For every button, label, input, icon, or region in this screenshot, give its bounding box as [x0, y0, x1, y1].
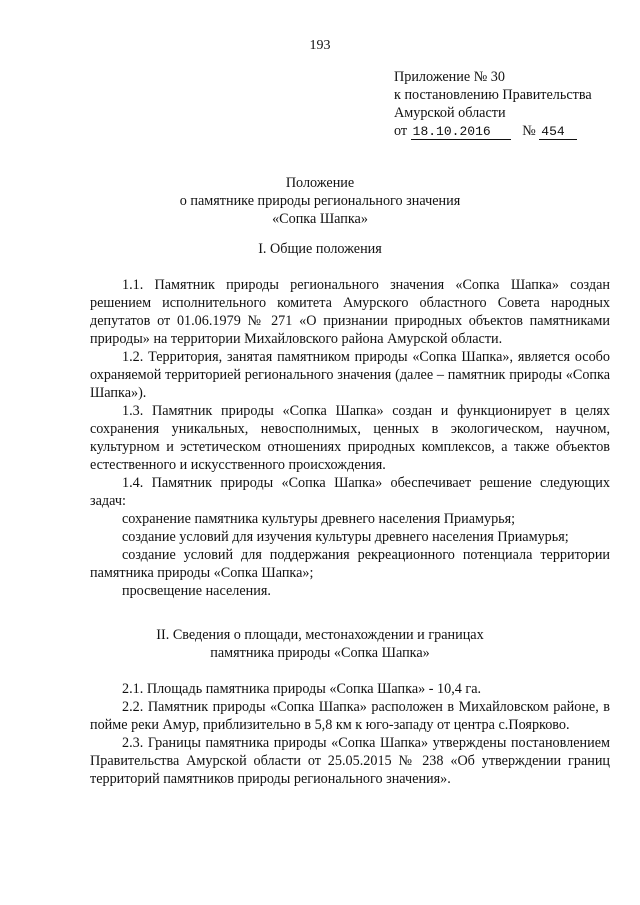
section-2-heading	[0, 626, 640, 662]
attachment-date-line	[394, 122, 592, 140]
attachment-number: 454	[539, 125, 577, 140]
paragraph-2-3: 2.3. Границы памятника природы «Сопка Шапка» утверждены постановлением Правительства Амурской области от 25.05.2015 № 238 «Об утверждении границ территорий памятников природы регионального значения».	[90, 735, 610, 787]
paragraph-1-2: 1.2. Территория, занятая памятником природы «Сопка Шапка», является особо охраняемой территорией регионального значения (далее – памятник природы «Сопка Шапка»).	[90, 349, 610, 401]
section-1-body	[90, 276, 610, 600]
attachment-resolution: к постановлению Правительства	[394, 87, 592, 103]
paragraph-2-1: 2.1. Площадь памятника природы «Сопка Шапка» - 10,4 га.	[122, 681, 482, 697]
document-title	[0, 174, 640, 228]
attachment-date: 18.10.2016	[411, 125, 511, 140]
section-2-heading-line-2: памятника природы «Сопка Шапка»	[210, 645, 430, 661]
attachment-no-label: №	[522, 123, 536, 139]
page-number: 193	[309, 38, 331, 53]
task-item: создание условий для поддержания рекреационного потенциала территории памятника природы «Сопка Шапка»;	[90, 547, 610, 581]
attachment-from-label: от	[394, 123, 408, 139]
attachment-region: Амурской области	[394, 105, 506, 121]
section-2-body	[90, 680, 610, 788]
paragraph-1-3: 1.3. Памятник природы «Сопка Шапка» создан и функционирует в целях сохранения уникальных, невосполнимых, ценных в экологическом, научном, культурном и эстетическом отношениях природных комплексов, а также объектов естественного и искусственного происхождения.	[90, 403, 610, 473]
attachment-block	[394, 68, 592, 140]
title-line-1: Положение	[285, 175, 355, 191]
title-line-2: о памятнике природы регионального значения	[179, 193, 461, 209]
attachment-title: Приложение № 30	[394, 69, 505, 85]
task-item: просвещение населения.	[122, 583, 271, 599]
title-line-3: «Сопка Шапка»	[272, 211, 368, 227]
section-1-heading: I. Общие положения	[258, 241, 382, 257]
task-item: создание условий для изучения культуры древнего населения Приамурья;	[122, 529, 569, 545]
paragraph-2-2: 2.2. Памятник природы «Сопка Шапка» расположен в Михайловском районе, в пойме реки Амур, приблизительно в 5,8 км к юго-западу от центра с.Поярково.	[90, 699, 610, 733]
task-item: сохранение памятника культуры древнего населения Приамурья;	[122, 511, 516, 527]
paragraph-1-4: 1.4. Памятник природы «Сопка Шапка» обеспечивает решение следующих задач:	[90, 475, 610, 509]
paragraph-1-1: 1.1. Памятник природы регионального значения «Сопка Шапка» создан решением исполнительного комитета Амурского областного Совета народных депутатов от 01.06.1979 № 271 «О признании природных объектов памятниками природы» на территории Михайловского района Амурской области.	[90, 277, 610, 347]
section-2-heading-line-1: II. Сведения о площади, местонахождении и границах	[156, 627, 484, 643]
